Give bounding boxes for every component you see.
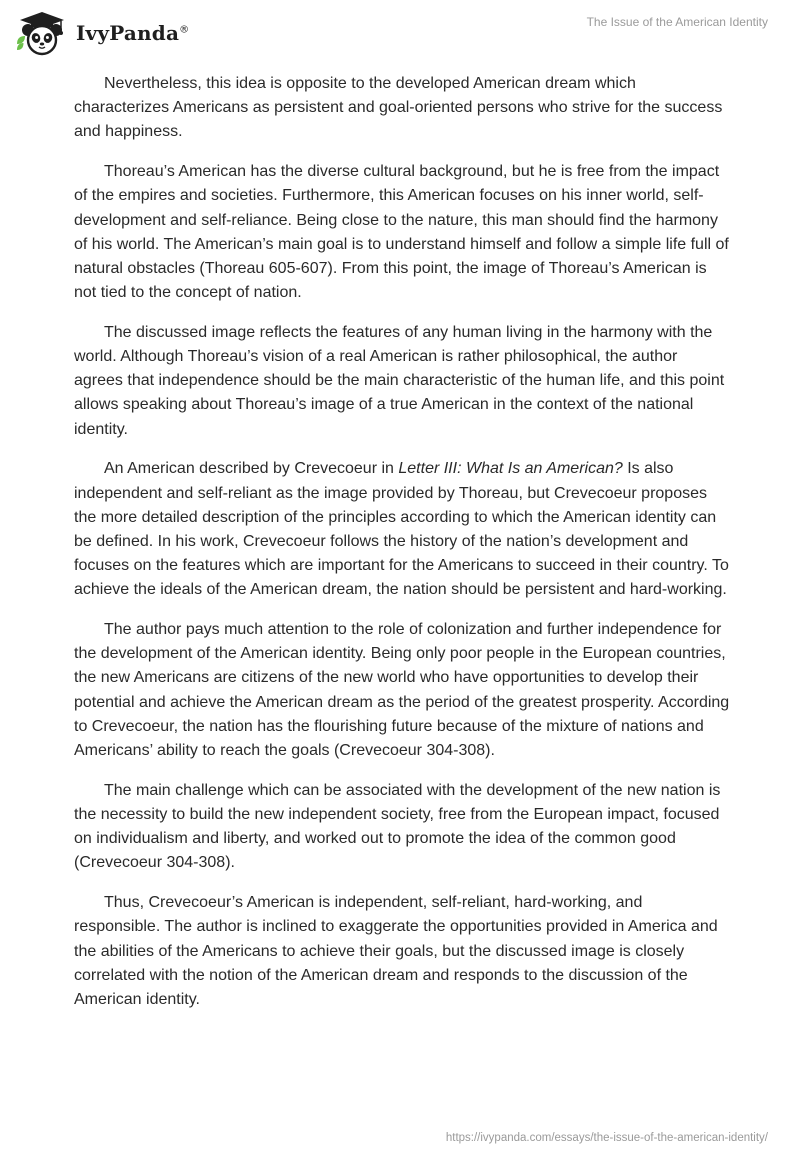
brand-name	[76, 21, 189, 45]
paragraph: Thus, Crevecoeur’s American is independent, self-reliant, hard-working, and responsible. The author is inclined to exaggerate the opportunities provided in America and the abilities of the Americans to achieve their goals, but the discussed image is closely correlated with the notion of the American dream and responds to the discussion of the American identity.	[74, 894, 718, 1008]
paragraph: The author pays much attention to the role of colonization and further independence for the development of the American identity. Being only poor people in the European countries, the new Americans are citizens of the new world who have opportunities to develop their potential and achieve the American dream as the period of the greatest prosperity. According to Crevecoeur, the nation has the flourishing future because of the mixture of nations and Americans’ ability to reach the goals (Crevecoeur 304-308).	[74, 621, 730, 760]
paragraph-text: An American described by Crevecoeur in	[104, 460, 399, 478]
paragraph-text: Is also independent and self-reliant as the image provided by Thoreau, but Crevecoeur proposes the more detailed description of the principles according to which the American identity can be defined. In his work, Crevecoeur follows the history of the nation’s development and focuses on the features which are important for the Americans to succeed in their country. To achieve the ideals of the American dream, the nation should be persistent and hard-working.	[74, 460, 729, 599]
paragraph	[74, 457, 730, 602]
panda-graduate-icon	[14, 10, 70, 56]
ivypanda-logo[interactable]	[14, 10, 189, 56]
source-url[interactable]: https://ivypanda.com/essays/the-issue-of-the-american-identity/	[445, 1132, 768, 1144]
paragraph: Thoreau’s American has the diverse cultural background, but he is free from the impact of the empires and societies. Furthermore, this American focuses on his inner world, self-development and self-reliance. Being close to the nature, this man should find the harmony of his world. The American’s main goal is to understand himself and follow a simple life full of natural obstacles (Thoreau 605-607). From this point, the image of Thoreau’s American is not tied to the concept of nation.	[74, 163, 729, 302]
brand-label: IvyPanda	[76, 21, 180, 45]
paragraph: The discussed image reflects the features of any human living in the harmony with the world. Although Thoreau’s vision of a real American is rather philosophical, the author agrees that independence should be the main characteristic of the human life, and this point allows speaking about Thoreau’s image of a true American in the context of the national identity.	[74, 323, 725, 438]
essay-body	[74, 72, 730, 1028]
paragraph: Nevertheless, this idea is opposite to the developed American dream which characterizes Americans as persistent and goal-oriented persons who strive for the success and happiness.	[74, 75, 723, 141]
registered-mark: ®	[179, 24, 190, 36]
paragraph: The main challenge which can be associated with the development of the new nation is the necessity to build the new independent society, free from the European impact, focused on individualism and liberty, and worked out to promote the idea of the common good (Crevecoeur 304-308).	[74, 781, 721, 872]
document-title: The Issue of the American Identity	[586, 15, 768, 29]
cited-work-title: Letter III: What Is an American?	[398, 460, 623, 478]
page-header	[0, 0, 800, 64]
